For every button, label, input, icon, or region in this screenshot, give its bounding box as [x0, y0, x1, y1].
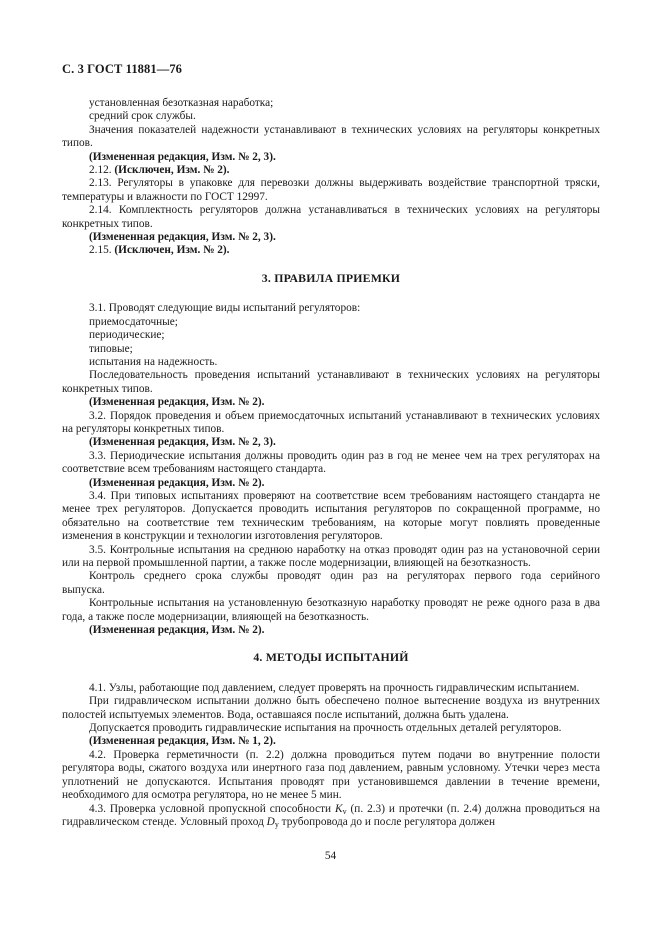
document-body	[62, 97, 600, 829]
paragraph: Контрольные испытания на установленную безотказную наработку проводят не реже одного раза в два года, а также после модернизации, влияющей на безотказность.	[62, 597, 600, 623]
amendment-note: (Измененная редакция, Изм. № 2).	[89, 476, 265, 489]
amendment-note: (Измененная редакция, Изм. № 2).	[89, 396, 265, 409]
page-number: 54	[324, 850, 337, 862]
paragraph: периодические;	[89, 329, 165, 342]
amendment-note: (Измененная редакция, Изм. № 2, 3).	[89, 436, 276, 449]
paragraph: Контроль среднего срока службы проводят один раз на регуляторах первого года серийного выпуска.	[62, 570, 600, 596]
paragraph: 4.2. Проверка герметичности (п. 2.2) должна проводиться путем подачи во внутренние полости регулятора воды, сжатого воздуха или инертного газа под давлением, равным условному. Утечки через места уплотнений не допускаются. Испытания проводят при установившемся давлении в течение времени, необходимого для осмотра регулятора, но не менее 5 мин.	[62, 748, 600, 802]
paragraph: 3.2. Порядок проведения и объем приемосдаточных испытаний устанавливают в технических условиях на регуляторы конкретных типов.	[62, 409, 600, 435]
page-header: С. 3 ГОСТ 11881—76	[62, 62, 183, 76]
text-run: 4.3. Проверка условной пропускной способности	[89, 802, 336, 815]
paragraph: 3.5. Контрольные испытания на среднюю наработку на отказ проводят один раз на установочной серии или на первой промышленной партии, а также после модернизации, влияющей на безотказность.	[62, 543, 600, 569]
paragraph: Допускается проводить гидравлические испытания на прочность отдельных деталей регуляторов.	[89, 722, 562, 735]
paragraph: 2.13. Регуляторы в упаковке для перевозки должны выдерживать воздействие транспортной тряски, температуры и влажности по ГОСТ 12997.	[62, 177, 600, 203]
paragraph: приемосдаточные;	[89, 315, 178, 328]
paragraph: испытания на надежность.	[89, 355, 218, 368]
paragraph	[62, 803, 600, 830]
paragraph: средний срок службы.	[89, 110, 196, 123]
paragraph: Последовательность проведения испытаний устанавливают в технических условиях на регуляторы конкретных типов.	[62, 369, 600, 395]
paragraph: 3.4. При типовых испытаниях проверяют на соответствие всем требованиям настоящего стандарта не менее трех регуляторов. Допускается проводить испытания регуляторов по сокращенной программе, но обязательно на соответствие тем техническим требованиям, на которые могут повлиять проведенные изменения в конструкции и технологии изготовления регуляторов.	[62, 489, 600, 543]
paragraph: При гидравлическом испытании должно быть обеспечено полное вытеснение воздуха из внутренних полостей испытуемых элементов. Вода, оставшаяся после испытаний, должна быть удалена.	[62, 695, 600, 721]
amendment-note: (Исключен, Изм. № 2).	[114, 164, 230, 177]
paragraph	[62, 164, 600, 177]
text-run: трубопровода до и после регулятора должен	[278, 815, 495, 828]
paragraph: 3.3. Периодические испытания должны проводить один раз в год не менее чем на трех регуляторах на соответствие всем требованиям настоящего стандарта.	[62, 449, 600, 476]
amendment-note: (Измененная редакция, Изм. № 2, 3).	[89, 231, 276, 244]
text-run: (п. 2.3) и протечки (п. 2.4) должна проводиться на гидравлическом стенде. Условный проход	[62, 802, 600, 828]
section-heading: 3. ПРАВИЛА ПРИЕМКИ	[261, 270, 401, 285]
clause-number: 2.12.	[89, 164, 115, 177]
paragraph: установленная безотказная наработка;	[89, 97, 274, 109]
paragraph: 4.1. Узлы, работающие под давлением, следует проверять на прочность гидравлическим испытанием.	[89, 681, 580, 694]
subscript: v	[342, 806, 347, 816]
italic-symbol: D	[266, 815, 275, 828]
italic-symbol: K	[335, 802, 343, 815]
paragraph	[62, 244, 600, 257]
amendment-note: (Измененная редакция, Изм. № 2, 3).	[89, 150, 276, 163]
paragraph: 2.14. Комплектность регуляторов должна устанавливаться в технических условиях на регуляторы конкретных типов.	[62, 204, 600, 230]
section-heading: 4. МЕТОДЫ ИСПЫТАНИЙ	[253, 650, 409, 665]
amendment-note: (Измененная редакция, Изм. № 1, 2).	[89, 735, 276, 748]
paragraph: Значения показателей надежности устанавливают в технических условиях на регуляторы конкретных типов.	[62, 123, 600, 150]
paragraph: типовые;	[89, 342, 133, 355]
subscript: у	[274, 819, 279, 829]
amendment-note: (Исключен, Изм. № 2).	[114, 244, 230, 257]
paragraph: 3.1. Проводят следующие виды испытаний регуляторов:	[89, 302, 361, 315]
clause-number: 2.15.	[89, 244, 115, 257]
amendment-note: (Измененная редакция, Изм. № 2).	[89, 624, 265, 637]
